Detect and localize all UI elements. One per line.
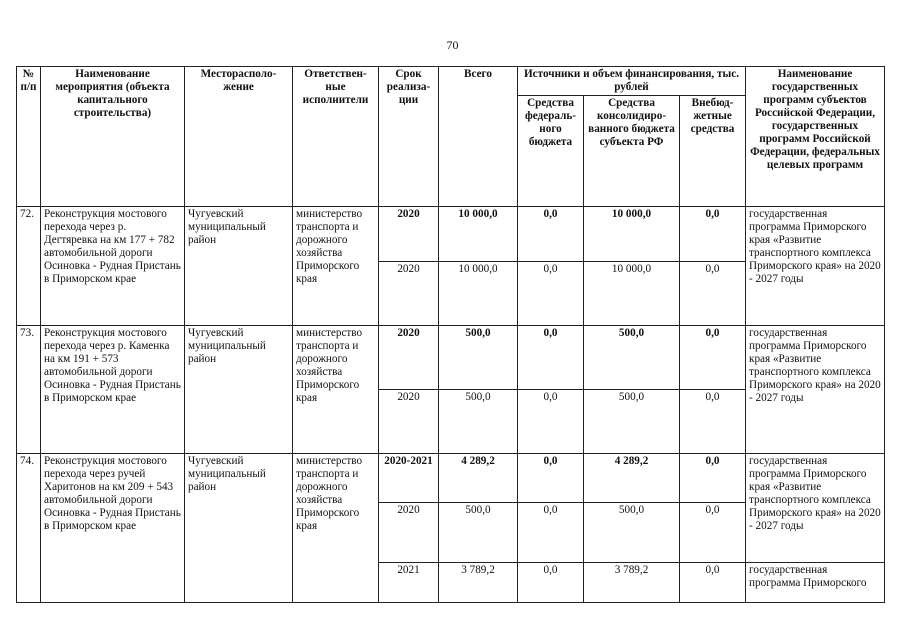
row-extra: 0,0 <box>680 326 746 390</box>
subrow-extra: 0,0 <box>680 262 746 326</box>
header-federal: Средства федераль-ного бюджета <box>518 96 584 207</box>
row-num: 73. <box>17 326 41 454</box>
row-consolidated: 500,0 <box>584 326 680 390</box>
subrow-extra: 0,0 <box>680 503 746 563</box>
row-num: 72. <box>17 207 41 326</box>
row-name: Реконструкция мостового перехода через р. Каменка на км 191 + 573 автомобильной дороги Осиновка - Рудная Пристань в Приморском крае <box>41 326 185 454</box>
table-row <box>17 207 885 262</box>
header-programs: Наименование государственных программ субъектов Российской Федерации, государственных программ Российской Федерации, федеральных целевых программ <box>746 67 885 207</box>
row-federal: 0,0 <box>518 326 584 390</box>
row-name: Реконструкция мостового перехода через ручей Харитонов на км 209 + 543 автомобильной дороги Осиновка - Рудная Пристань в Приморском крае <box>41 454 185 603</box>
row-extra: 0,0 <box>680 207 746 262</box>
row-location: Чугуевский муниципальный район <box>185 207 293 326</box>
header-executors: Ответствен-ные исполнители <box>293 67 379 207</box>
table-row <box>17 326 885 390</box>
financing-table <box>16 66 885 603</box>
row-consolidated: 4 289,2 <box>584 454 680 503</box>
subrow-term: 2021 <box>379 563 439 603</box>
header-total: Всего <box>439 67 518 207</box>
page-number: 70 <box>446 38 459 52</box>
row-total: 10 000,0 <box>439 207 518 262</box>
subrow-term: 2020 <box>379 390 439 454</box>
subrow-federal: 0,0 <box>518 262 584 326</box>
header-sources: Источники и объем финансирования, тыс. рублей <box>518 67 746 96</box>
row-program: государственная программа Приморского края «Развитие транспортного комплекса Приморского края» на 2020 - 2027 годы <box>746 326 885 454</box>
header-num: № п/п <box>17 67 41 207</box>
subrow-program: государственная программа Приморского <box>746 563 885 603</box>
subrow-term: 2020 <box>379 503 439 563</box>
header-extrabudget: Внебюд-жетные средства <box>680 96 746 207</box>
subrow-consolidated: 500,0 <box>584 390 680 454</box>
subrow-federal: 0,0 <box>518 390 584 454</box>
subrow-consolidated: 3 789,2 <box>584 563 680 603</box>
subrow-total: 500,0 <box>439 390 518 454</box>
subrow-federal: 0,0 <box>518 563 584 603</box>
row-num: 74. <box>17 454 41 603</box>
row-executors: министерство транспорта и дорожного хозяйства Приморского края <box>293 207 379 326</box>
row-executors: министерство транспорта и дорожного хозяйства Приморского края <box>293 454 379 603</box>
row-total: 500,0 <box>439 326 518 390</box>
row-total: 4 289,2 <box>439 454 518 503</box>
row-extra: 0,0 <box>680 454 746 503</box>
header-location: Месторасполо-жение <box>185 67 293 207</box>
subrow-term: 2020 <box>379 262 439 326</box>
row-location: Чугуевский муниципальный район <box>185 454 293 603</box>
row-term: 2020 <box>379 326 439 390</box>
subrow-total: 10 000,0 <box>439 262 518 326</box>
row-program: государственная программа Приморского края «Развитие транспортного комплекса Приморского края» на 2020 - 2027 годы <box>746 207 885 326</box>
table-row <box>17 454 885 503</box>
subrow-consolidated: 500,0 <box>584 503 680 563</box>
subrow-extra: 0,0 <box>680 563 746 603</box>
header-term: Срок реализа-ции <box>379 67 439 207</box>
header-name: Наименование мероприятия (объекта капитального строительства) <box>41 67 185 207</box>
row-name: Реконструкция мостового перехода через р. Дегтяревка на км 177 + 782 автомобильной дороги Осиновка - Рудная Пристань в Приморском крае <box>41 207 185 326</box>
subrow-total: 3 789,2 <box>439 563 518 603</box>
row-consolidated: 10 000,0 <box>584 207 680 262</box>
subrow-consolidated: 10 000,0 <box>584 262 680 326</box>
subrow-extra: 0,0 <box>680 390 746 454</box>
subrow-federal: 0,0 <box>518 503 584 563</box>
row-term: 2020 <box>379 207 439 262</box>
row-program: государственная программа Приморского края «Развитие транспортного комплекса Приморского края» на 2020 - 2027 годы <box>746 454 885 563</box>
row-federal: 0,0 <box>518 454 584 503</box>
header-consolidated: Средства консолидиро-ванного бюджета субъекта РФ <box>584 96 680 207</box>
subrow-total: 500,0 <box>439 503 518 563</box>
row-federal: 0,0 <box>518 207 584 262</box>
row-term: 2020-2021 <box>379 454 439 503</box>
row-location: Чугуевский муниципальный район <box>185 326 293 454</box>
row-executors: министерство транспорта и дорожного хозяйства Приморского края <box>293 326 379 454</box>
